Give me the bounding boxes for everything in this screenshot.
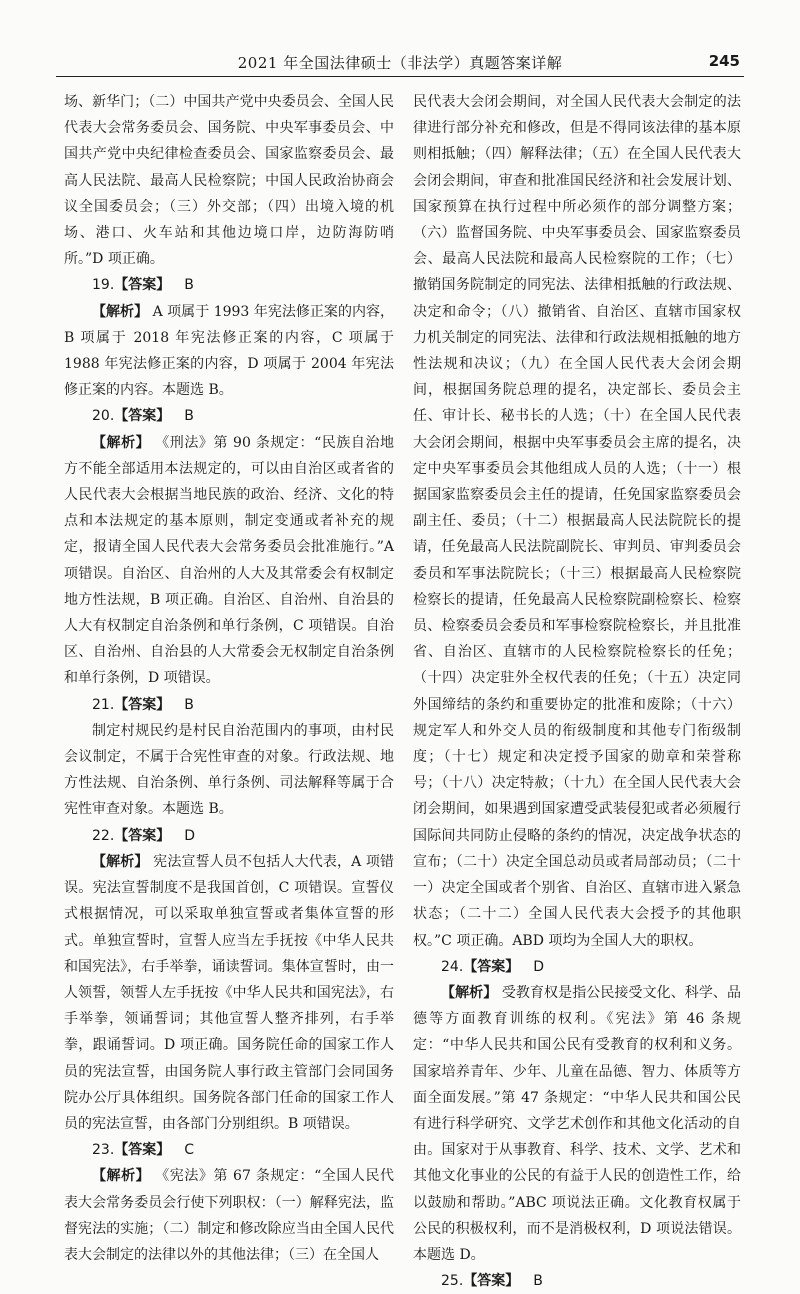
right-column	[413, 89, 741, 1294]
answer-value: B	[184, 408, 194, 425]
answer-line-q19	[64, 272, 394, 298]
continuation-text-right: 民代表大会闭会期间，对全国人民代表大会制定的法律进行部分补充和修改，但是不得同该法律的基本原则相抵触；（四）解释法律；（五）在全国人民代表大会闭会期间，审查和批准国民经济和社会发展计划、国家预算在执行过程中所必须作的部分调整方案；（六）监督国务院、中央军事委员会、国家监察委员会、最高人民法院和最高人民检察院的工作；（七）撤销国务院制定的同宪法、法律相抵触的行政法规、决定和命令；（八）撤销省、自治区、直辖市国家权力机关制定的同宪法、法律和行政法规相抵触的地方性法规和决议；（九）在全国人民代表大会闭会期间，根据国务院总理的提名，决定部长、委员会主任、审计长、秘书长的人选；（十）在全国人民代表大会闭会期间，根据中央军事委员会主席的提名，决定中央军事委员会其他组成人员的人选；（十一）根据国家监察委员会主任的提请，任免国家监察委员会副主任、委员；（十二）根据最高人民法院院长的提请，任免最高人民法院副院长、审判员、审判委员会委员和军事法院院长；（十三）根据最高人民检察院检察长的提请，任免最高人民检察院副检察长、检察员、检察委员会委员和军事检察院检察长，并且批准省、自治区、直辖市的人民检察院检察长的任免；（十四）决定驻外全权代表的任免；（十五）决定同外国缔结的条约和重要协定的批准和废除；（十六）规定军人和外交人员的衔级制度和其他专门衔级制度；（十七）规定和决定授予国家的勋章和荣誉称号；（十八）决定特赦；（十九）在全国人民代表大会闭会期间，如果遇到国家遭受武装侵犯或者必须履行国际间共同防止侵略的条约的情况，决定战争状态的宣布；（二十）决定全国总动员或者局部动员；（二十一）决定全国或者个别省、自治区、直辖市进入紧急状态；（二十二）全国人民代表大会授予的其他职权。”C 项正确。ABD 项均为全国人大的职权。	[413, 94, 741, 949]
analysis-tag: 【解析】	[441, 984, 498, 1001]
question-number: 24.	[441, 958, 464, 975]
answer-value: B	[184, 696, 194, 713]
analysis-text: 《宪法》第 67 条规定：“全国人民代表大会常务委员会行使下列职权：（一）解释宪法，监督宪法的实施；（二）制定和修改除应当由全国人民代表大会制定的法律以外的其他法律；（三）在全国人	[64, 1168, 395, 1263]
analysis-tag: 【解析】	[92, 303, 149, 320]
header-rule	[56, 76, 744, 77]
answer-line-q21	[64, 692, 394, 718]
answer-tag: 【答案】	[114, 696, 171, 713]
analysis-tag: 【解析】	[92, 434, 151, 451]
answer-value: B	[184, 277, 194, 294]
answer-tag: 【答案】	[114, 1142, 171, 1159]
continuation-text-left: 场、新华门；（二）中国共产党中央委员会、全国人民代表大会常务委员会、国务院、中央军事委员会、中国共产党中央纪律检查委员会、国家监察委员会、最高人民法院、最高人民检察院；中国人民政治协商会议全国委员会；（三）外交部；（四）出境入境的机场、港口、火车站和其他边境口岸，边防海防哨所。”D 项正确。	[64, 94, 394, 268]
analysis-q21	[64, 718, 394, 823]
answer-tag: 【答案】	[463, 958, 520, 975]
analysis-text: 《刑法》第 90 条规定：“民族自治地方不能全部适用本法规定的，可以由自治区或者省的人民代表大会根据当地民族的政治、经济、文化的特点和本法规定的基本原则，制定变通或者补充的规定，报请全国人民代表大会常务委员会批准施行。”A 项错误。自治区、自治州的人大及其常委会有权制定地方性法规，B 项正确。自治区、自治州、自治县的人大有权制定自治条例和单行条例，C 项错误。自治区、自治州、自治县的人大常委会无权制定自治条例和单行条例，D 项错误。	[64, 434, 395, 687]
page-header	[56, 48, 744, 78]
analysis-text: 制定村规民约是村民自治范围内的事项，由村民会议制定，不属于合宪性审查的对象。行政法规、地方性法规、自治条例、单行条例、司法解释等属于合宪性审查对象。本题选 B。	[64, 722, 394, 818]
question-number: 25.	[441, 1273, 464, 1290]
analysis-tag: 【解析】	[92, 853, 149, 870]
analysis-text: 宪法宣誓人员不包括人大代表，A 项错误。宪法宣誓制度不是我国首创，C 项错误。宣誓仪式根据情况，可以采取单独宣誓或者集体宣誓的形式。单独宣誓时，宣誓人应当左手抚按《中华人民共和国宪法》，右手举拳，诵读誓词。集体宣誓时，由一人领誓，领誓人左手抚按《中华人民共和国宪法》，右手举拳，领诵誓词；其他宣誓人整齐排列，右手举拳，跟诵誓词。D 项正确。国务院任命的国家工作人员的宪法宣誓，由国务院人事行政主管部门会同国务院办公厅具体组织。国务院各部门任命的国家工作人员的宪法宣誓，由各部门分别组织。B 项错误。	[64, 853, 395, 1132]
question-number: 22.	[92, 827, 115, 844]
question-number: 21.	[92, 696, 115, 713]
analysis-q19	[64, 299, 394, 404]
answer-value: D	[184, 827, 196, 844]
analysis-text: 受教育权是指公民接受文化、科学、品德等方面教育训练的权利。《宪法》第 46 条规定：“中华人民共和国公民有受教育的权利和义务。国家培养青年、少年、儿童在品德、智力、体质等方面全面发展。”第 47 条规定：“中华人民共和国公民有进行科学研究、文学艺术创作和其他文化活动的自由。国家对于从事教育、科学、技术、文学、艺术和其他文化事业的公民的有益于人民的创造性工作，给以鼓励和帮助。”ABC 项说法正确。文化教育权属于公民的积极权利，而不是消极权利，D 项说法错误。本题选 D。	[413, 984, 742, 1263]
analysis-q20	[64, 430, 394, 692]
answer-tag: 【答案】	[463, 1273, 520, 1290]
question-number: 19.	[92, 277, 115, 294]
question-number: 23.	[92, 1142, 115, 1159]
answer-tag: 【答案】	[114, 827, 171, 844]
answer-line-q24	[413, 954, 741, 980]
answer-line-q22	[64, 823, 394, 849]
analysis-tag: 【解析】	[92, 1168, 151, 1185]
answer-value: D	[533, 958, 545, 975]
answer-line-q25	[413, 1268, 741, 1294]
analysis-text: A 项属于 1993 年宪法修正案的内容，B 项属于 2018 年宪法修正案的内容，C 项属于 1988 年宪法修正案的内容，D 项属于 2004 年宪法修正案的内容。本题选 B。	[64, 303, 395, 399]
answer-line-q20	[64, 403, 394, 429]
question-number: 20.	[92, 408, 115, 425]
answer-tag: 【答案】	[114, 277, 171, 294]
left-column	[64, 89, 394, 1268]
answer-value: B	[533, 1273, 543, 1290]
answer-line-q23	[64, 1137, 394, 1163]
header-title: 2021 年全国法律硕士（非法学）真题答案详解	[237, 54, 563, 72]
page-number: 245	[708, 52, 740, 70]
analysis-q24	[413, 980, 741, 1268]
analysis-q23	[64, 1163, 394, 1268]
answer-value: C	[184, 1142, 195, 1159]
answer-tag: 【答案】	[114, 408, 171, 425]
analysis-q22	[64, 849, 394, 1137]
